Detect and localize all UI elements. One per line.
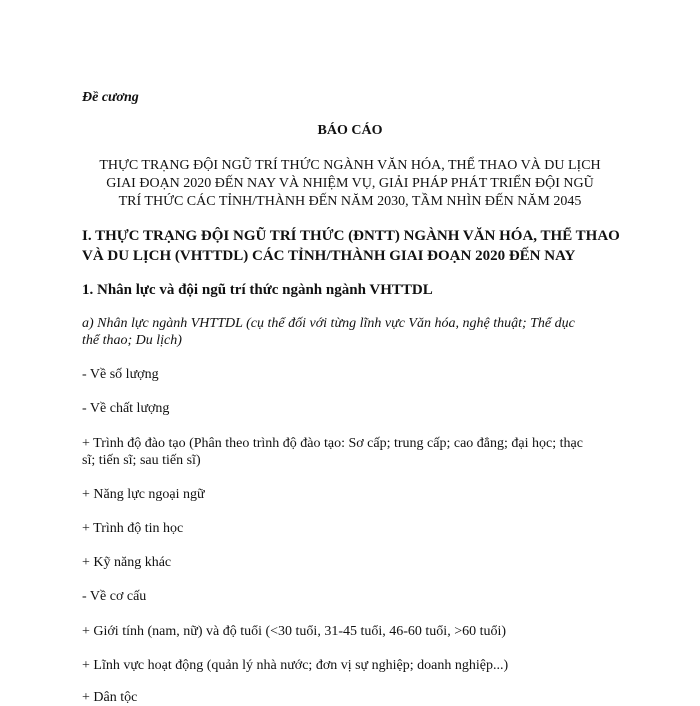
item-a-line-1: a) Nhân lực ngành VHTTDL (cụ thể đối với từng lĩnh vực Văn hóa, nghệ thuật; Thể dục <box>82 316 575 331</box>
section-heading-line-2: VÀ DU LỊCH (VHTTDL) CÁC TỈNH/THÀNH GIAI ĐOẠN 2020 ĐẾN NAY <box>82 248 576 264</box>
item-a-line-2: thể thao; Du lịch) <box>82 333 182 348</box>
section-heading-line-1: I. THỰC TRẠNG ĐỘI NGŨ TRÍ THỨC (ĐNTT) NGÀNH VĂN HÓA, THỂ THAO <box>82 228 620 244</box>
subsection-heading: 1. Nhân lực và đội ngũ trí thức ngành ngành VHTTDL <box>82 282 433 298</box>
foreign-language-item: + Năng lực ngoại ngữ <box>82 487 205 502</box>
subtitle-line-3: TRÍ THỨC CÁC TỈNH/THÀNH ĐẾN NĂM 2030, TẦM NHÌN ĐẾN NĂM 2045 <box>118 194 582 209</box>
subtitle-line-2: GIAI ĐOẠN 2020 ĐẾN NAY VÀ NHIỆM VỤ, GIẢI PHÁP PHÁT TRIỂN ĐỘI NGŨ <box>106 176 594 191</box>
training-line-2: sĩ; tiến sĩ; sau tiến sĩ) <box>82 453 201 468</box>
subtitle-line-1: THỰC TRẠNG ĐỘI NGŨ TRÍ THỨC NGÀNH VĂN HÓA, THỂ THAO VÀ DU LỊCH <box>99 158 601 173</box>
structure-item: - Về cơ cấu <box>82 589 147 604</box>
field-item: + Lĩnh vực hoạt động (quản lý nhà nước; đơn vị sự nghiệp; doanh nghiệp...) <box>82 658 509 673</box>
report-title: BÁO CÁO <box>317 123 383 138</box>
quality-item: - Về chất lượng <box>82 401 170 416</box>
other-skills-item: + Kỹ năng khác <box>82 555 172 570</box>
gender-age-item: + Giới tính (nam, nữ) và độ tuổi (<30 tuổi, 31-45 tuổi, 46-60 tuổi, >60 tuổi) <box>82 624 507 639</box>
training-line-1: + Trình độ đào tạo (Phân theo trình độ đào tạo: Sơ cấp; trung cấp; cao đẳng; đại học; thạc <box>82 436 583 451</box>
it-level-item: + Trình độ tin học <box>82 521 184 536</box>
ethnicity-item: + Dân tộc <box>82 690 138 705</box>
quantity-item: - Về số lượng <box>82 367 159 382</box>
outline-label: Đề cương <box>82 90 139 105</box>
